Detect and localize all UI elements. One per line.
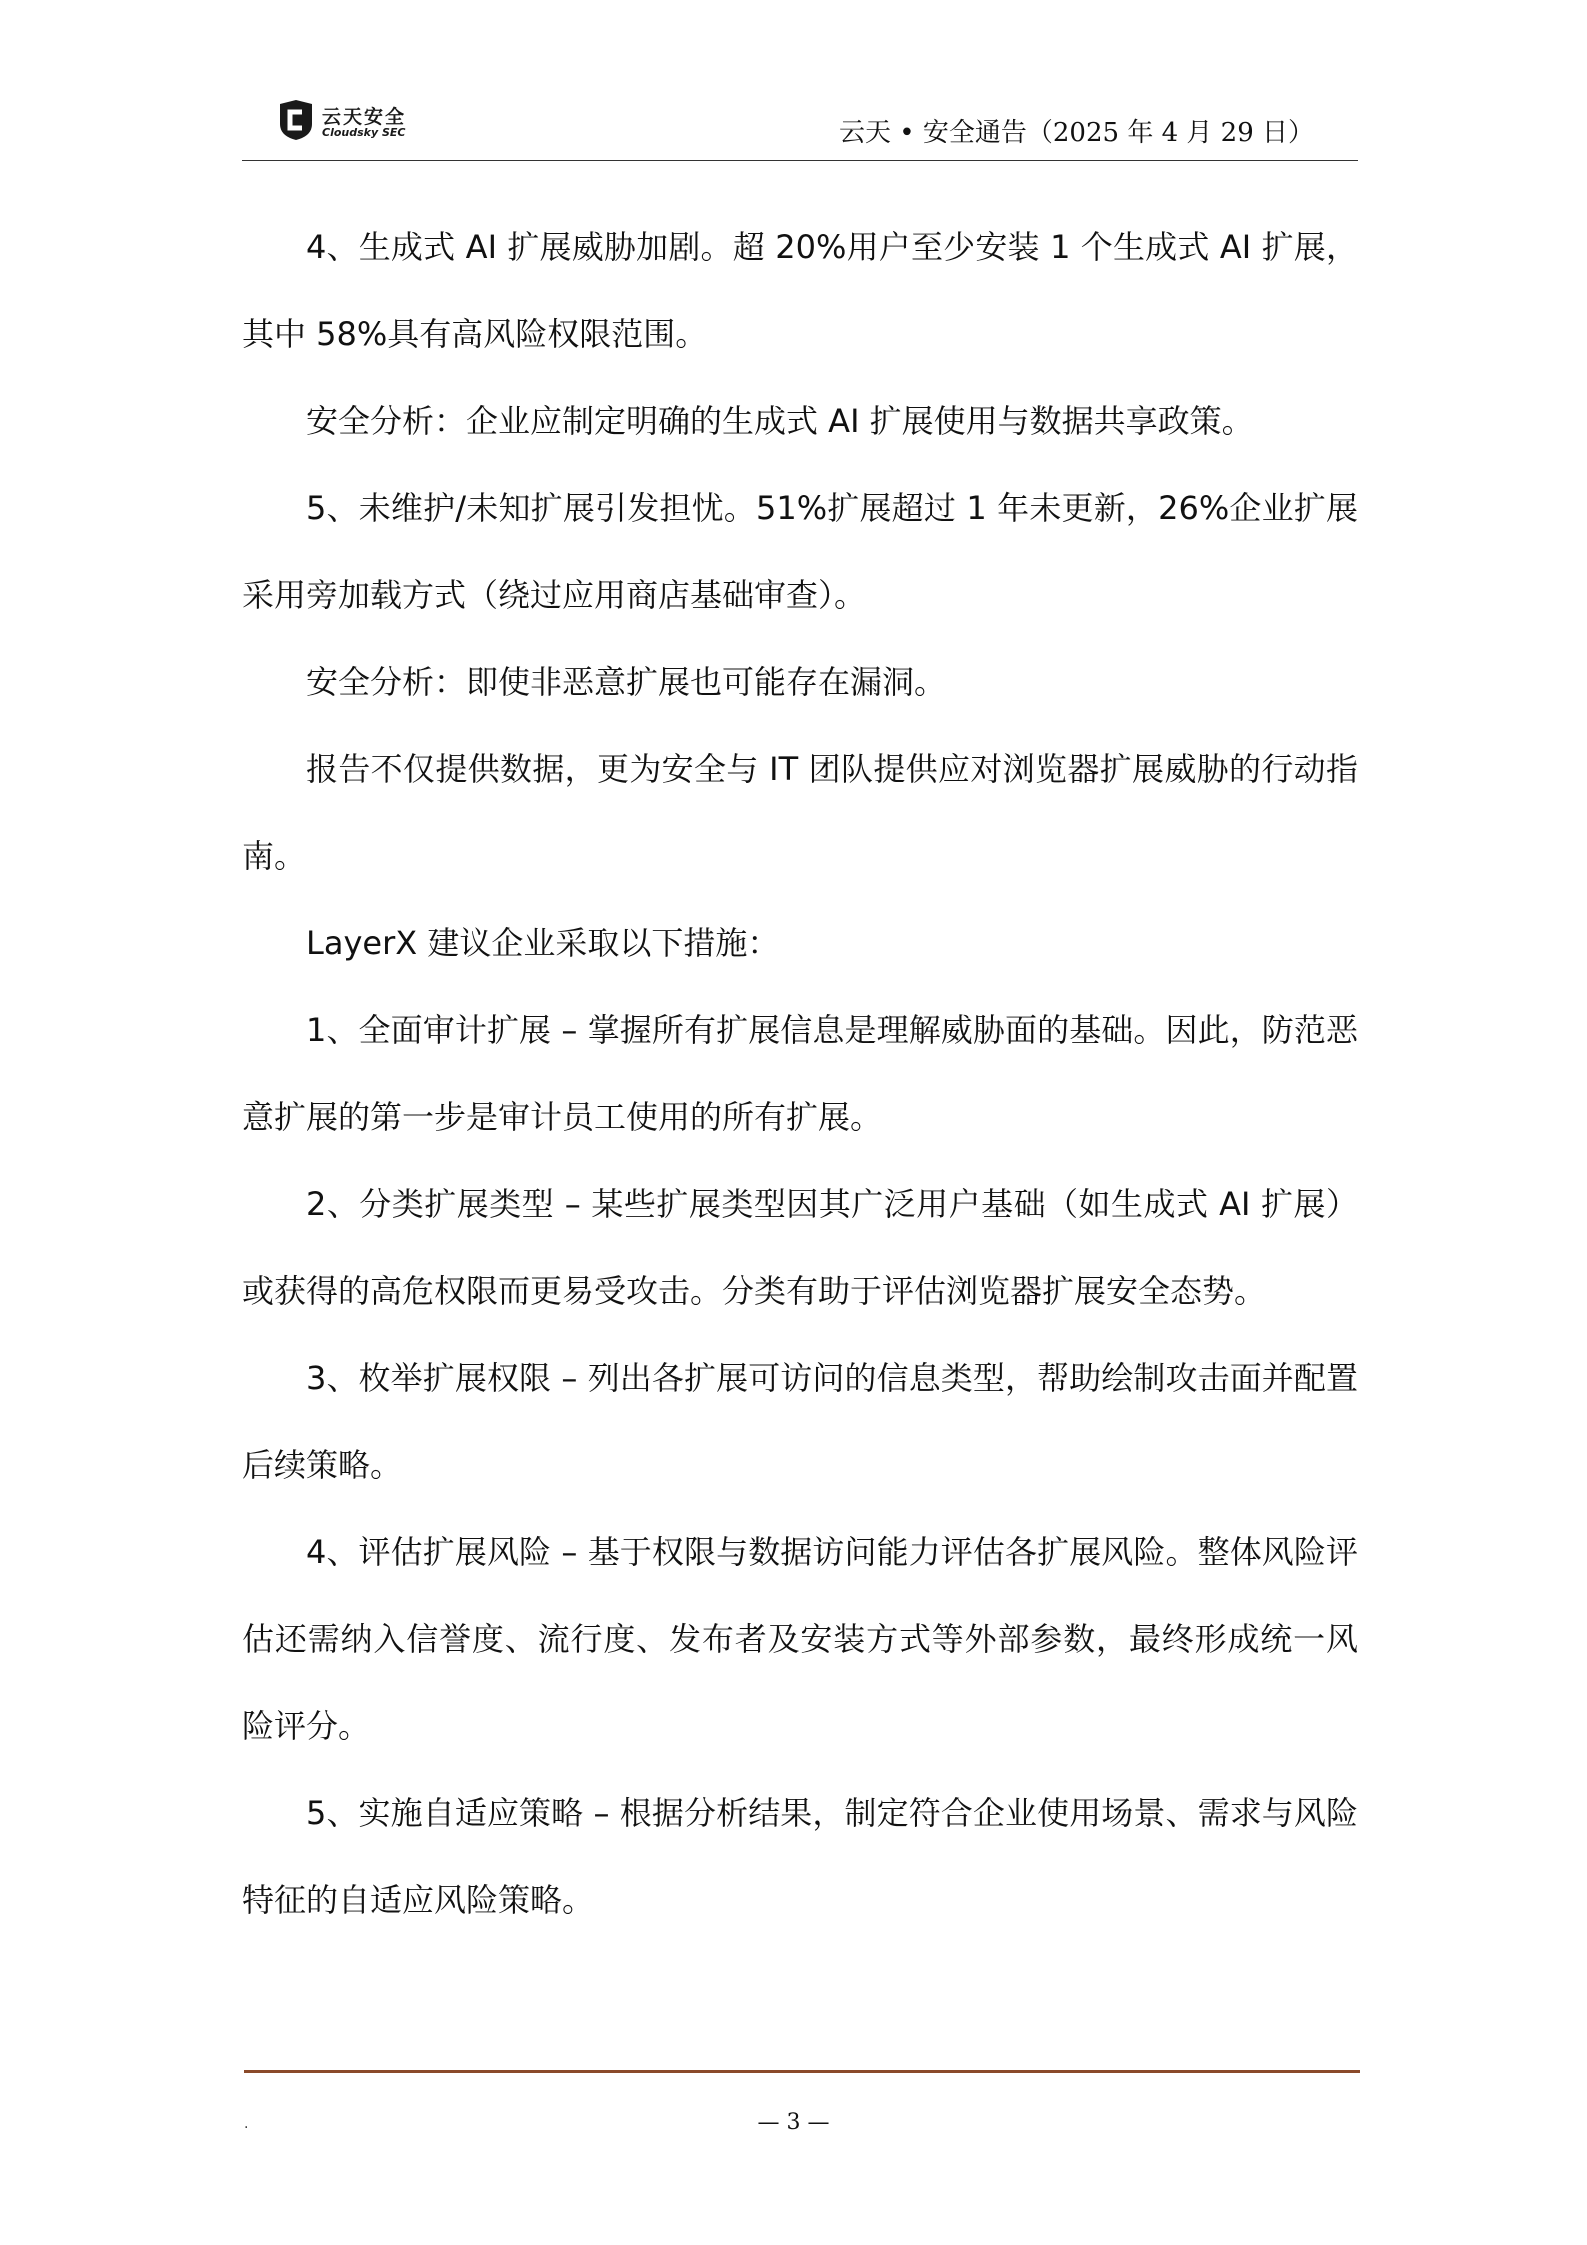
- footer-divider: [244, 2070, 1360, 2073]
- footer-mark: .: [244, 2116, 249, 2132]
- paragraph-step-audit: 1、全面审计扩展 – 掌握所有扩展信息是理解威胁面的基础。因此，防范恶意扩展的第一步是审计员工使用的所有扩展。: [242, 1011, 1358, 1136]
- header-divider: [242, 160, 1358, 161]
- paragraph-step-risk: 4、评估扩展风险 – 基于权限与数据访问能力评估各扩展风险。整体风险评估还需纳入信誉度、流行度、发布者及安装方式等外部参数，最终形成统一风险评分。: [242, 1533, 1358, 1745]
- paragraph-step-permissions: 3、枚举扩展权限 – 列出各扩展可访问的信息类型，帮助绘制攻击面并配置后续策略。: [242, 1359, 1358, 1484]
- paragraph-layerx-intro: LayerX 建议企业采取以下措施：: [306, 924, 780, 962]
- page-header: [242, 92, 1358, 162]
- paragraph-analysis-genai: 安全分析：企业应制定明确的生成式 AI 扩展使用与数据共享政策。: [306, 402, 1254, 440]
- bulletin-title: 云天 • 安全通告（2025 年 4 月 29 日）: [839, 118, 1314, 148]
- cloudsky-logo: [276, 98, 426, 152]
- body-text: [242, 204, 1358, 1944]
- paragraph-report-guide: 报告不仅提供数据，更为安全与 IT 团队提供应对浏览器扩展威胁的行动指南。: [242, 750, 1358, 875]
- page-number: — 3 —: [757, 2110, 830, 2135]
- shield-c-logo-icon: [276, 98, 316, 142]
- paragraph-step-classify: 2、分类扩展类型 – 某些扩展类型因其广泛用户基础（如生成式 AI 扩展）或获得的高危权限而更易受攻击。分类有助于评估浏览器扩展安全态势。: [242, 1185, 1358, 1310]
- paragraph-step-policy: 5、实施自适应策略 – 根据分析结果，制定符合企业使用场景、需求与风险特征的自适应风险策略。: [242, 1794, 1358, 1919]
- logo-english-name: Cloudsky SEC: [322, 126, 406, 139]
- paragraph-unmaintained: 5、未维护/未知扩展引发担忧。51%扩展超过 1 年未更新，26%企业扩展采用旁加载方式（绕过应用商店基础审查）。: [242, 489, 1358, 614]
- paragraph-genai-threat: 4、生成式 AI 扩展威胁加剧。超 20%用户至少安装 1 个生成式 AI 扩展，其中 58%具有高风险权限范围。: [242, 228, 1358, 353]
- paragraph-analysis-vuln: 安全分析：即使非恶意扩展也可能存在漏洞。: [306, 663, 947, 701]
- logo-chinese-name: 云天安全: [322, 106, 407, 128]
